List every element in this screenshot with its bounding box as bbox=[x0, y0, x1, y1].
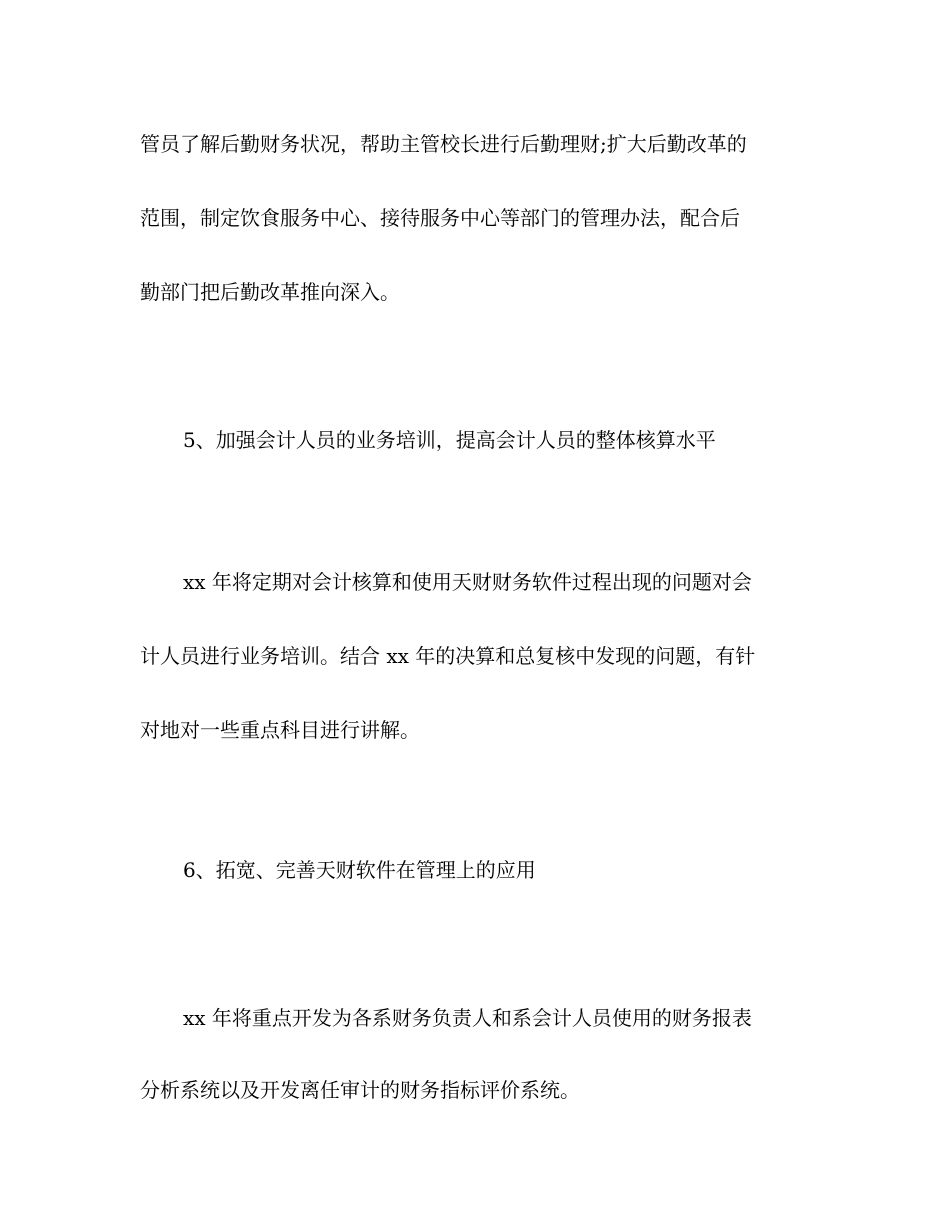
heading-line: 5、加强会计人员的业务培训，提高会计人员的整体核算水平 bbox=[183, 428, 716, 452]
text-line: 范围，制定饮食服务中心、接待服务中心等部门的管理办法，配合后 bbox=[140, 206, 740, 230]
text-line: 计人员进行业务培训。结合 xx 年的决算和总复核中发现的问题，有针 bbox=[140, 644, 756, 668]
text-line: xx 年将重点开发为各系财务负责人和系会计人员使用的财务报表 bbox=[183, 1006, 752, 1030]
text-line: 对地对一些重点科目进行讲解。 bbox=[140, 718, 420, 742]
heading-line: 6、拓宽、完善天财软件在管理上的应用 bbox=[183, 858, 536, 882]
text-line: xx 年将定期对会计核算和使用天财财务软件过程出现的问题对会 bbox=[183, 570, 752, 594]
text-line: 勤部门把后勤改革推向深入。 bbox=[140, 280, 400, 304]
text-line: 分析系统以及开发离任审计的财务指标评价系统。 bbox=[140, 1078, 580, 1102]
text-line: 管员了解后勤财务状况，帮助主管校长进行后勤理财;扩大后勤改革的 bbox=[140, 132, 747, 156]
